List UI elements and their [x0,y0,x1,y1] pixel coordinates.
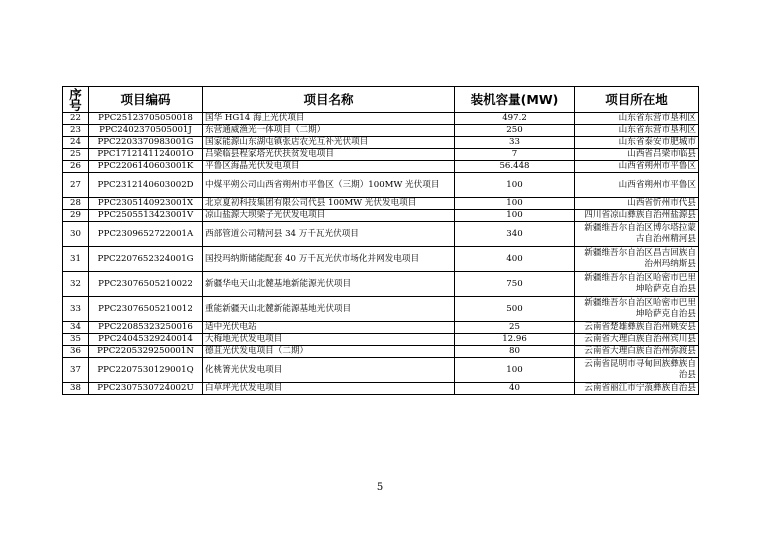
project-table [62,86,699,395]
cell-project-name: 德苴光伏发电项目（二期） [203,346,455,358]
cell-index: 38 [63,383,89,395]
cell-capacity: 33 [455,137,575,149]
cell-capacity: 500 [455,297,575,322]
cell-project-name: 重能新疆天山北麓新能源基地光伏项目 [203,297,455,322]
cell-location: 云南省丽江市宁蒗彝族自治县 [575,383,699,395]
cell-location: 新疆维吾尔自治区昌吉回族自治州玛纳斯县 [575,247,699,272]
table-row [63,198,699,210]
header-project-code: 项目编码 [89,87,203,113]
cell-project-name: 国家能源山东湖屯镇张店农光互补光伏项目 [203,137,455,149]
cell-index: 23 [63,125,89,137]
cell-project-name: 吕梁临县程家塔光伏扶贫发电项目 [203,149,455,161]
cell-project-name: 西部管道公司精河县 34 万千瓦光伏项目 [203,222,455,247]
cell-project-code: PPC2207530129001Q [89,358,203,383]
page-number: 5 [376,482,384,493]
cell-index: 25 [63,149,89,161]
cell-index: 37 [63,358,89,383]
cell-project-name: 适中光伏电站 [203,322,455,334]
cell-index: 33 [63,297,89,322]
cell-project-code: PPC22085323250016 [89,322,203,334]
cell-capacity: 400 [455,247,575,272]
table-row [63,113,699,125]
cell-index: 32 [63,272,89,297]
cell-capacity: 497.2 [455,113,575,125]
table-row [63,334,699,346]
cell-capacity: 25 [455,322,575,334]
cell-project-code: PPC2207652324001G [89,247,203,272]
table-body [63,113,699,395]
cell-project-code: PPC23076505210012 [89,297,203,322]
table-row [63,272,699,297]
cell-location: 山西省吕梁市临县 [575,149,699,161]
cell-index: 34 [63,322,89,334]
table-row [63,247,699,272]
table-row [63,149,699,161]
cell-project-name: 新疆华电天山北麓基地新能源光伏项目 [203,272,455,297]
cell-location: 山西省朔州市平鲁区 [575,161,699,173]
table-row [63,322,699,334]
cell-capacity: 100 [455,173,575,198]
table-header [63,87,699,113]
cell-location: 新疆维吾尔自治区博尔塔拉蒙古自治州精河县 [575,222,699,247]
cell-capacity: 250 [455,125,575,137]
cell-project-name: 国投玛纳斯储能配套 40 万千瓦光伏市场化并网发电项目 [203,247,455,272]
table-row [63,173,699,198]
cell-project-name: 凉山盐源大坝梁子光伏发电项目 [203,210,455,222]
cell-capacity: 12.96 [455,334,575,346]
cell-capacity: 7 [455,149,575,161]
cell-location: 云南省大理白族自治州宾川县 [575,334,699,346]
cell-project-name: 化桃箐光伏发电项目 [203,358,455,383]
cell-location: 山东省泰安市肥城市 [575,137,699,149]
cell-project-code: PPC1712141124001O [89,149,203,161]
cell-location: 云南省楚雄彝族自治州姚安县 [575,322,699,334]
table-row [63,125,699,137]
cell-index: 30 [63,222,89,247]
table-row [63,346,699,358]
table-row [63,210,699,222]
cell-index: 28 [63,198,89,210]
cell-location: 山西省忻州市代县 [575,198,699,210]
cell-project-code: PPC24045329240014 [89,334,203,346]
cell-project-name: 白草坪光伏发电项目 [203,383,455,395]
header-index: 序号 [63,87,89,113]
cell-index: 22 [63,113,89,125]
cell-project-name: 国华 HG14 海上光伏项目 [203,113,455,125]
cell-capacity: 100 [455,210,575,222]
cell-project-name: 北京夏初科技集团有限公司代县 100MW 光伏发电项目 [203,198,455,210]
cell-capacity: 40 [455,383,575,395]
cell-project-code: PPC2307530724002U [89,383,203,395]
cell-project-name: 东营通威渔光一体项目（二期） [203,125,455,137]
cell-project-code: PPC2312140603002D [89,173,203,198]
table-row [63,383,699,395]
cell-project-code: PPC2512370505001​8 [89,113,203,125]
cell-location: 山东省东营市垦利区 [575,113,699,125]
cell-project-code: PPC2205329250001N [89,346,203,358]
cell-capacity: 100 [455,198,575,210]
cell-capacity: 56.448 [455,161,575,173]
table-row [63,161,699,173]
cell-location: 云南省昆明市寻甸回族彝族自治县 [575,358,699,383]
cell-index: 31 [63,247,89,272]
cell-project-name: 平鲁区海晶光伏发电项目 [203,161,455,173]
cell-project-code: PPC2402370505001J [89,125,203,137]
header-project-name: 项目名称 [203,87,455,113]
cell-capacity: 750 [455,272,575,297]
cell-index: 24 [63,137,89,149]
cell-capacity: 340 [455,222,575,247]
cell-capacity: 100 [455,358,575,383]
cell-index: 26 [63,161,89,173]
header-row [63,87,699,113]
cell-project-name: 大梅地光伏发电项目 [203,334,455,346]
header-capacity: 装机容量(MW) [455,87,575,113]
header-location: 项目所在地 [575,87,699,113]
table-row [63,297,699,322]
table-row [63,137,699,149]
cell-index: 27 [63,173,89,198]
cell-location: 四川省凉山彝族自治州盐源县 [575,210,699,222]
cell-index: 36 [63,346,89,358]
cell-project-code: PPC2309652722001A [89,222,203,247]
table-row [63,222,699,247]
cell-project-code: PPC23076505210022 [89,272,203,297]
cell-index: 35 [63,334,89,346]
cell-location: 新疆维吾尔自治区哈密市巴里坤哈萨克自治县 [575,297,699,322]
cell-location: 山东省东营市垦利区 [575,125,699,137]
table-row [63,358,699,383]
cell-project-name: 中煤平朔公司山西省朔州市平鲁区（三期）100MW 光伏项目 [203,173,455,198]
cell-location: 山西省朔州市平鲁区 [575,173,699,198]
cell-project-code: PPC2206140603001K [89,161,203,173]
cell-capacity: 80 [455,346,575,358]
cell-location: 云南省大理白族自治州弥渡县 [575,346,699,358]
cell-location: 新疆维吾尔自治区哈密市巴里坤哈萨克自治县 [575,272,699,297]
cell-project-code: PPC2305140923001X [89,198,203,210]
cell-project-code: PPC2505513423001V [89,210,203,222]
cell-index: 29 [63,210,89,222]
cell-project-code: PPC2203370983001G [89,137,203,149]
